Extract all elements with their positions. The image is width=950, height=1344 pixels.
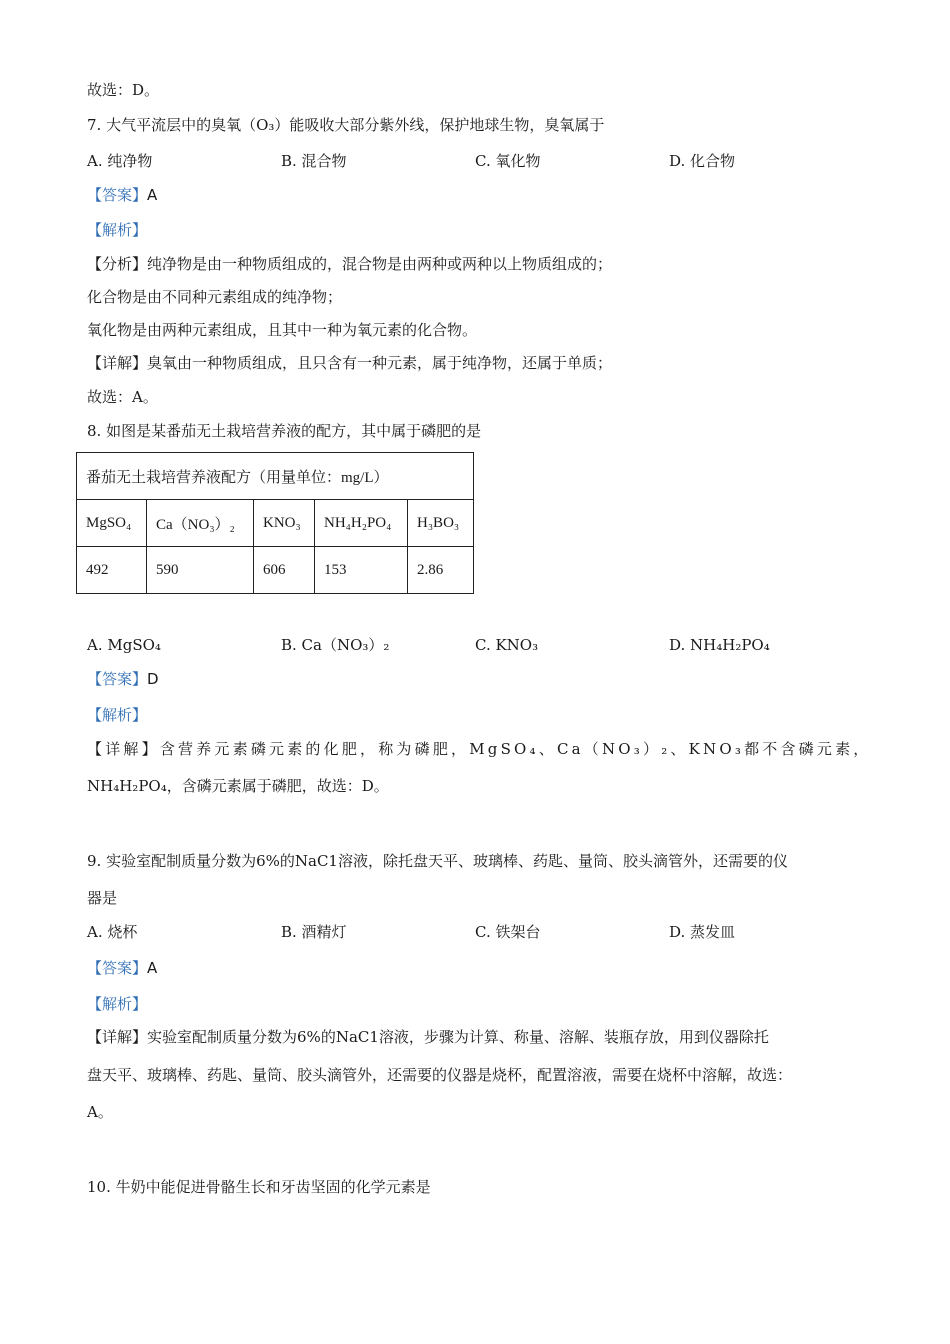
q7-fenxi-line-3: 氧化物是由两种元素组成，且其中一种为氧元素的化合物。 xyxy=(87,321,478,339)
q9-stem-line-1: 9. 实验室配制质量分数为6%的NaC1溶液，除托盘天平、玻璃棒、药匙、量筒、胶头滴管外，还需要的仪 xyxy=(87,852,788,870)
q7-fenxi: 纯净物是由一种物质组成的，混合物是由两种或两种以上物质组成的； xyxy=(147,255,613,273)
q9-option-d: D. 蒸发皿 xyxy=(669,923,736,941)
q8-option-a: A. MgSO₄ xyxy=(87,636,161,654)
previous-conclusion: 故选：D。 xyxy=(87,81,160,99)
q8-analysis-tag: 【解析】 xyxy=(87,706,148,724)
table-header: NH₄H₂PO₄ xyxy=(315,500,408,547)
detail-tag: 【详解】 xyxy=(87,1028,148,1046)
q8-option-b: B. Ca（NO₃）₂ xyxy=(281,636,390,654)
q7-detail-line xyxy=(87,353,612,373)
q7-stem: 7. 大气平流层中的臭氧（O₃）能吸收大部分紫外线，保护地球生物，臭氧属于 xyxy=(87,116,605,134)
detail-tag: 【详解】 xyxy=(87,354,148,372)
table-title: 番茄无土栽培营养液配方（用量单位：mg/L） xyxy=(77,453,474,500)
q7-option-d: D. 化合物 xyxy=(669,152,736,170)
table-header: Ca（NO₃）₂ xyxy=(147,500,254,547)
table-cell: 153 xyxy=(315,547,408,594)
q7-detail: 臭氧由一种物质组成，且只含有一种元素，属于纯净物，还属于单质； xyxy=(147,354,613,372)
q7-option-a: A. 纯净物 xyxy=(87,152,153,170)
table-header: MgSO₄ xyxy=(77,500,147,547)
q8-option-c: C. KNO₃ xyxy=(475,636,539,654)
q9-detail-line-1 xyxy=(87,1027,769,1047)
q9-option-a: A. 烧杯 xyxy=(87,923,138,941)
q7-option-b: B. 混合物 xyxy=(281,152,347,170)
table-cell: 590 xyxy=(147,547,254,594)
q9-option-c: C. 铁架台 xyxy=(475,923,541,941)
q8-option-d: D. NH₄H₂PO₄ xyxy=(669,636,770,654)
q10-stem: 10. 牛奶中能促进骨骼生长和牙齿坚固的化学元素是 xyxy=(87,1178,431,1196)
q8-stem: 8. 如图是某番茄无土栽培营养液的配方，其中属于磷肥的是 xyxy=(87,422,482,440)
q7-conclusion: 故选：A。 xyxy=(87,388,158,406)
nutrient-recipe-table xyxy=(76,452,474,594)
table-cell: 606 xyxy=(254,547,315,594)
q7-option-c: C. 氧化物 xyxy=(475,152,541,170)
answer-tag: 【答案】 xyxy=(87,670,148,688)
table-header: H₃BO₃ xyxy=(408,500,474,547)
q9-analysis-tag: 【解析】 xyxy=(87,995,148,1013)
q8-detail-line-1 xyxy=(87,739,871,759)
q8-answer-line xyxy=(87,669,159,689)
q7-fenxi-line xyxy=(87,254,612,274)
fenxi-tag: 【分析】 xyxy=(87,255,148,273)
q9-option-b: B. 酒精灯 xyxy=(281,923,347,941)
q9-answer: A xyxy=(147,959,158,977)
q7-fenxi-line-2: 化合物是由不同种元素组成的纯净物； xyxy=(87,288,343,306)
answer-tag: 【答案】 xyxy=(87,186,148,204)
detail-tag: 【详解】 xyxy=(87,740,160,758)
q9-stem-line-2: 器是 xyxy=(87,889,118,907)
q7-answer: A xyxy=(147,186,158,204)
table-cell: 492 xyxy=(77,547,147,594)
q7-analysis-tag: 【解析】 xyxy=(87,221,148,239)
q8-detail-1: 含营养元素磷元素的化肥，称为磷肥，MgSO₄、Ca（NO₃）₂、KNO₃都不含磷元素， xyxy=(159,740,872,758)
q9-answer-line xyxy=(87,958,157,978)
table-header: KNO₃ xyxy=(254,500,315,547)
table-cell: 2.86 xyxy=(408,547,474,594)
q9-detail-line-2: 盘天平、玻璃棒、药匙、量筒、胶头滴管外，还需要的仪器是烧杯，配置溶液，需要在烧杯中溶解，故选： xyxy=(87,1066,793,1084)
q8-answer: D xyxy=(147,670,159,688)
q9-detail-1: 实验室配制质量分数为6%的NaC1溶液，步骤为计算、称量、溶解、装瓶存放，用到仪器除托 xyxy=(147,1028,769,1046)
q8-detail-line-2: NH₄H₂PO₄，含磷元素属于磷肥，故选：D。 xyxy=(87,777,389,795)
q7-answer-line xyxy=(87,185,157,205)
q9-detail-line-3: A。 xyxy=(87,1103,113,1121)
answer-tag: 【答案】 xyxy=(87,959,148,977)
